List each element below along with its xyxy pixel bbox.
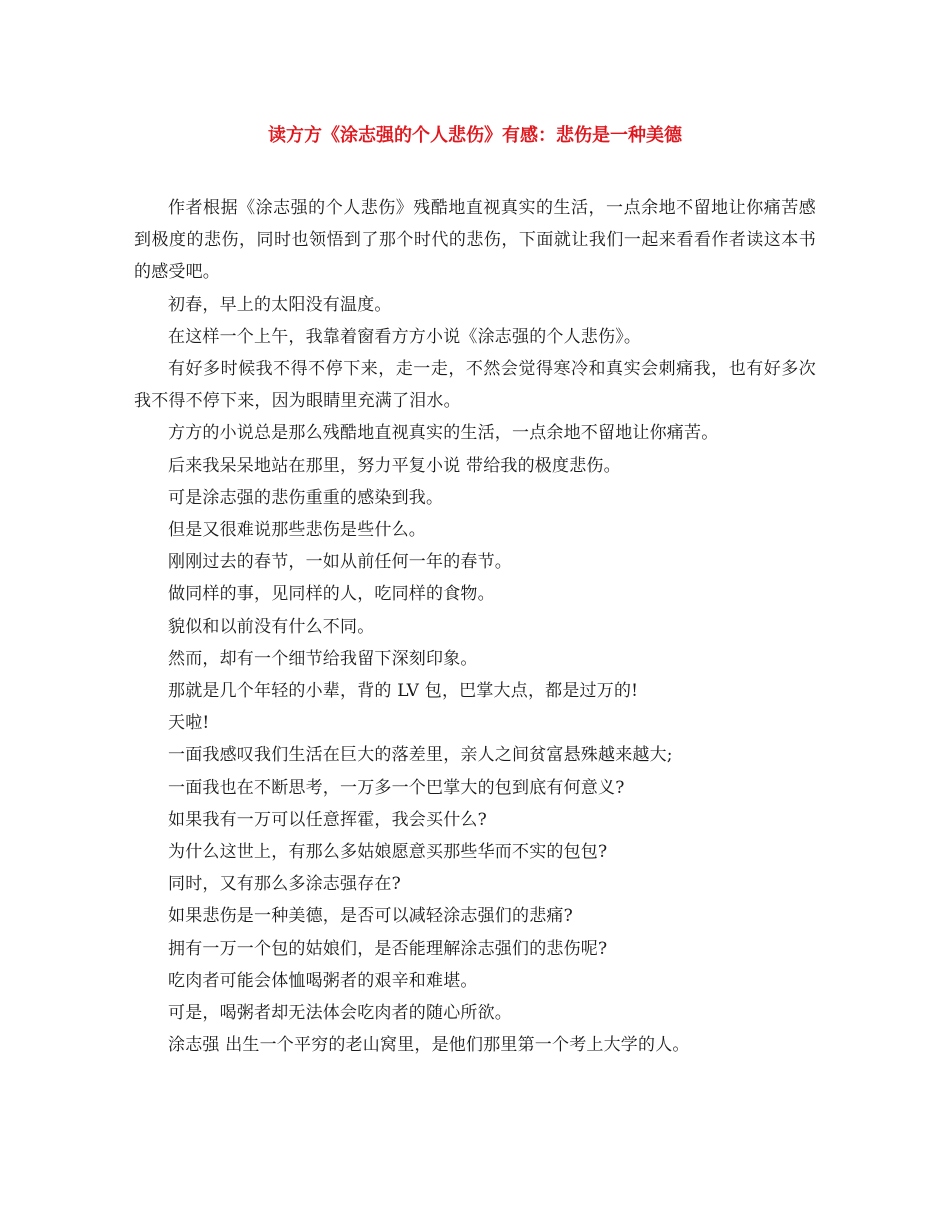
paragraph: 涂志强 出生一个平穷的老山窝里，是他们那里第一个考上大学的人。 — [168, 1035, 690, 1056]
paragraph: 同时，又有那么多涂志强存在? — [168, 874, 401, 895]
paragraph: 有好多时候我不得不停下来，走一走，不然会觉得寒冷和真实会刺痛我，也有好多次我不得不停下来，因为眼睛里充满了泪水。 — [134, 359, 816, 412]
paragraph: 在这样一个上午，我靠着窗看方方小说《涂志强的个人悲伤》。 — [168, 326, 642, 347]
paragraph: 如果悲伤是一种美德，是否可以减轻涂志强们的悲痛? — [168, 906, 573, 927]
paragraph: 初春，早上的太阳没有温度。 — [168, 294, 392, 315]
paragraph: 刚刚过去的春节，一如从前任何一年的春节。 — [168, 552, 512, 573]
paragraph: 然而，却有一个细节给我留下深刻印象。 — [168, 648, 478, 669]
paragraph: 拥有一万一个包的姑娘们，是否能理解涂志强们的悲伤呢? — [168, 938, 608, 959]
paragraph: 一面我也在不断思考，一万多一个巴掌大的包到底有何意义? — [168, 777, 625, 798]
document-title: 读方方《涂志强的个人悲伤》有感：悲伤是一种美德 — [268, 125, 682, 146]
paragraph: 可是，喝粥者却无法体会吃肉者的随心所欲。 — [168, 1003, 512, 1024]
paragraph: 天啦! — [168, 713, 210, 734]
paragraph: 如果我有一万可以任意挥霍，我会买什么? — [168, 809, 487, 830]
paragraph: 作者根据《涂志强的个人悲伤》残酷地直视真实的生活，一点余地不留地让你痛苦感到极度的悲伤，同时也领悟到了那个时代的悲伤，下面就让我们一起来看看作者读这本书的感受吧。 — [134, 198, 816, 283]
paragraph: 后来我呆呆地站在那里，努力平复小说 带给我的极度悲伤。 — [168, 455, 621, 476]
paragraph: 但是又很难说那些悲伤是些什么。 — [168, 520, 426, 541]
paragraph: 做同样的事，见同样的人，吃同样的食物。 — [168, 584, 495, 605]
paragraph: 可是涂志强的悲伤重重的感染到我。 — [168, 487, 444, 508]
document-body — [134, 192, 816, 1061]
paragraph: 方方的小说总是那么残酷地直视真实的生活，一点余地不留地让你痛苦。 — [168, 423, 719, 444]
paragraph: 貌似和以前没有什么不同。 — [168, 616, 375, 637]
paragraph: 那就是几个年轻的小辈，背的 LV 包，巴掌大点，都是过万的! — [168, 681, 639, 702]
paragraph: 吃肉者可能会体恤喝粥者的艰辛和难堪。 — [168, 970, 478, 991]
paragraph: 为什么这世上，有那么多姑娘愿意买那些华而不实的包包? — [168, 842, 608, 863]
paragraph: 一面我感叹我们生活在巨大的落差里，亲人之间贫富悬殊越来越大; — [168, 745, 673, 766]
